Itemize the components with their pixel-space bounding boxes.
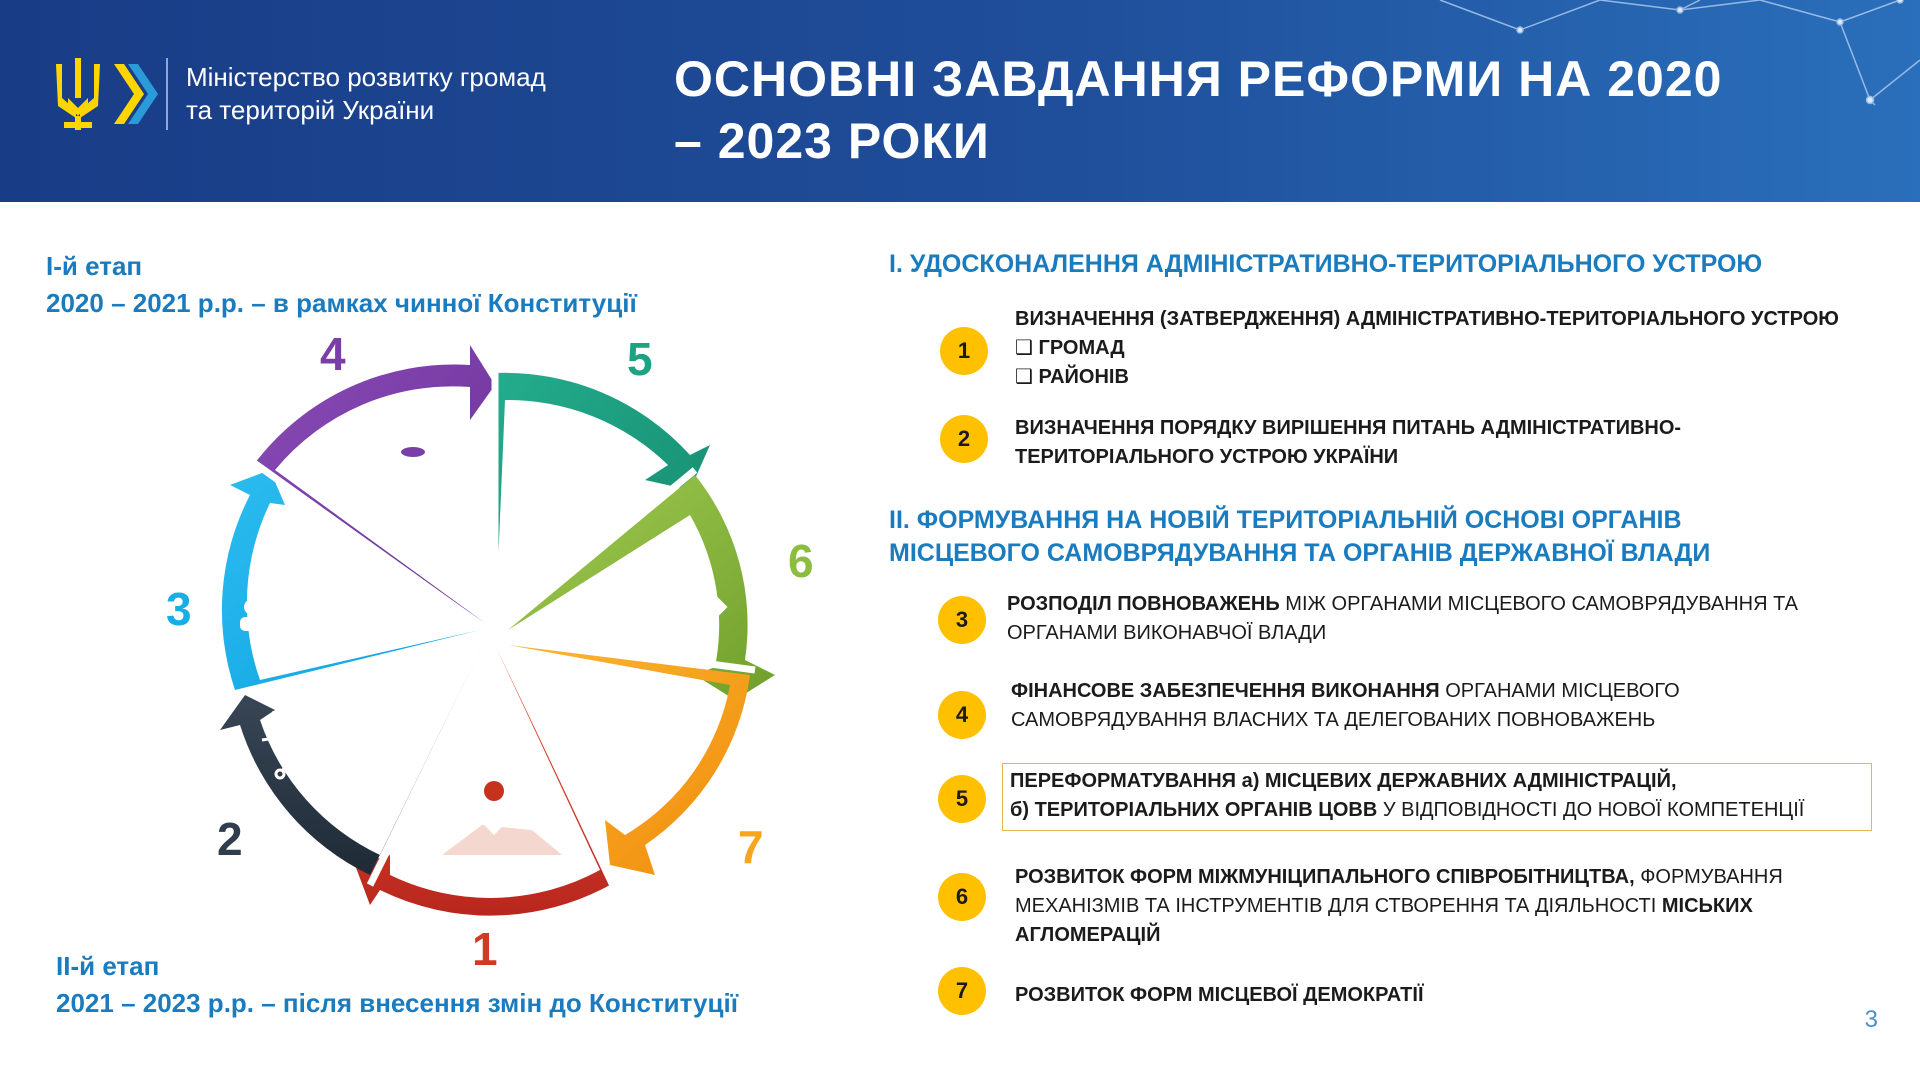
task-number-5: 5 <box>938 775 986 823</box>
reform-pie-diagram <box>166 328 820 975</box>
segment-label-1: 1 <box>472 923 498 975</box>
stage-second-period: 2021 – 2023 р.р. – після внесення змін до Конституції <box>56 988 739 1018</box>
task-text-5: ПЕРЕФОРМАТУВАННЯ а) МІСЦЕВИХ ДЕРЖАВНИХ АДМІНІСТРАЦІЙ, б) ТЕРИТОРІАЛЬНИХ ОРГАНІВ ЦОВВ У ВІДПОВІДНОСТІ ДО НОВОЇ КОМПЕТЕНЦІЇ <box>1010 770 1805 821</box>
segment-label-2: 2 <box>217 813 243 865</box>
task-text-4: ФІНАНСОВЕ ЗАБЕЗПЕЧЕННЯ ВИКОНАННЯ ОРГАНАМИ МІСЦЕВОГО САМОВРЯДУВАННЯ ВЛАСНИХ ТА ДЕЛЕГОВАНИХ ПОВНОВАЖЕНЬ <box>1011 680 1680 731</box>
segment-label-7: 7 <box>738 821 764 873</box>
org-chart-icon <box>240 548 340 631</box>
map-pin-icon <box>442 765 562 855</box>
task-1-sub-2: ❑ РАЙОНІВ <box>1015 366 1129 388</box>
ministry-name: Міністерство розвитку громад та територій України <box>186 62 546 125</box>
page-number: 3 <box>1864 1006 1878 1033</box>
pie-segment-2 <box>220 640 485 875</box>
chevrons-icon <box>112 58 160 130</box>
task-text-6: РОЗВИТОК ФОРМ МІЖМУНІЦИПАЛЬНОГО СПІВРОБІТНИЦТВА, ФОРМУВАННЯ МЕХАНІЗМІВ ТА ІНСТРУМЕНТІВ ДЛЯ СТВОРЕННЯ ТА ДІЯЛЬНОСТІ МІСЬКИХ АГЛОМЕРАЦІЙ <box>1015 866 1783 946</box>
stage-second <box>56 948 856 1022</box>
task-text-7: РОЗВИТОК ФОРМ МІСЦЕВОЇ ДЕМОКРАТІЇ <box>1015 984 1424 1006</box>
task-number-2: 2 <box>940 415 988 463</box>
stage-first-period: 2020 – 2021 р.р. – в рамках чинної Конституції <box>46 288 637 318</box>
ministry-logo <box>54 58 546 130</box>
segment-label-5: 5 <box>627 333 653 385</box>
checkbox-icon: ❑ <box>1015 337 1033 359</box>
task-text-2: ВИЗНАЧЕННЯ ПОРЯДКУ ВИРІШЕННЯ ПИТАНЬ АДМІНІСТРАТИВНО- ТЕРИТОРІАЛЬНОГО УСТРОЮ УКРАЇНИ <box>1015 417 1682 468</box>
section-1-heading: І. УДОСКОНАЛЕННЯ АДМІНІСТРАТИВНО-ТЕРИТОРІАЛЬНОГО УСТРОЮ <box>889 250 1763 278</box>
task-1-sub-1: ❑ ГРОМАД <box>1015 337 1125 359</box>
task-1-title: ВИЗНАЧЕННЯ (ЗАТВЕРДЖЕННЯ) АДМІНІСТРАТИВНО-ТЕРИТОРІАЛЬНОГО УСТРОЮ <box>1015 308 1839 330</box>
stage-first <box>46 248 826 322</box>
checkbox-icon: ❑ <box>1015 366 1033 388</box>
office-worker-icon <box>525 433 641 519</box>
task-number-3: 3 <box>938 596 986 644</box>
task-number-7: 7 <box>938 967 986 1015</box>
segment-label-6: 6 <box>788 535 814 587</box>
header-banner <box>0 0 1920 202</box>
task-text-3: РОЗПОДІЛ ПОВНОВАЖЕНЬ МІЖ ОРГАНАМИ МІСЦЕВОГО САМОВРЯДУВАННЯ ТА ОРГАНАМИ ВИКОНАВЧОЇ ВЛАДИ <box>1007 593 1798 644</box>
task-number-1: 1 <box>940 327 988 375</box>
money-stack-icon <box>368 445 458 507</box>
segment-label-4: 4 <box>320 328 346 380</box>
logo-divider <box>166 58 168 130</box>
segment-label-3: 3 <box>166 583 192 635</box>
trident-icon <box>54 58 102 130</box>
task-number-4: 4 <box>938 691 986 739</box>
raised-hands-icon <box>596 695 686 775</box>
task-number-6: 6 <box>938 873 986 921</box>
stage-second-label: ІІ-й етап <box>56 951 160 981</box>
task-text-1 <box>1015 305 1865 392</box>
page-title: ОСНОВНІ ЗАВДАННЯ РЕФОРМИ НА 2020 – 2023 РОКИ <box>674 51 1723 169</box>
clipboard-check-icon <box>638 555 724 639</box>
section-2-heading: ІІ. ФОРМУВАННЯ НА НОВІЙ ТЕРИТОРІАЛЬНІЙ ОСНОВІ ОРГАНІВ МІСЦЕВОГО САМОВРЯДУВАННЯ ТА ОРГАНІВ ДЕРЖАВНОЇ ВЛАДИ <box>889 506 1711 567</box>
stage-first-label: І-й етап <box>46 251 143 281</box>
